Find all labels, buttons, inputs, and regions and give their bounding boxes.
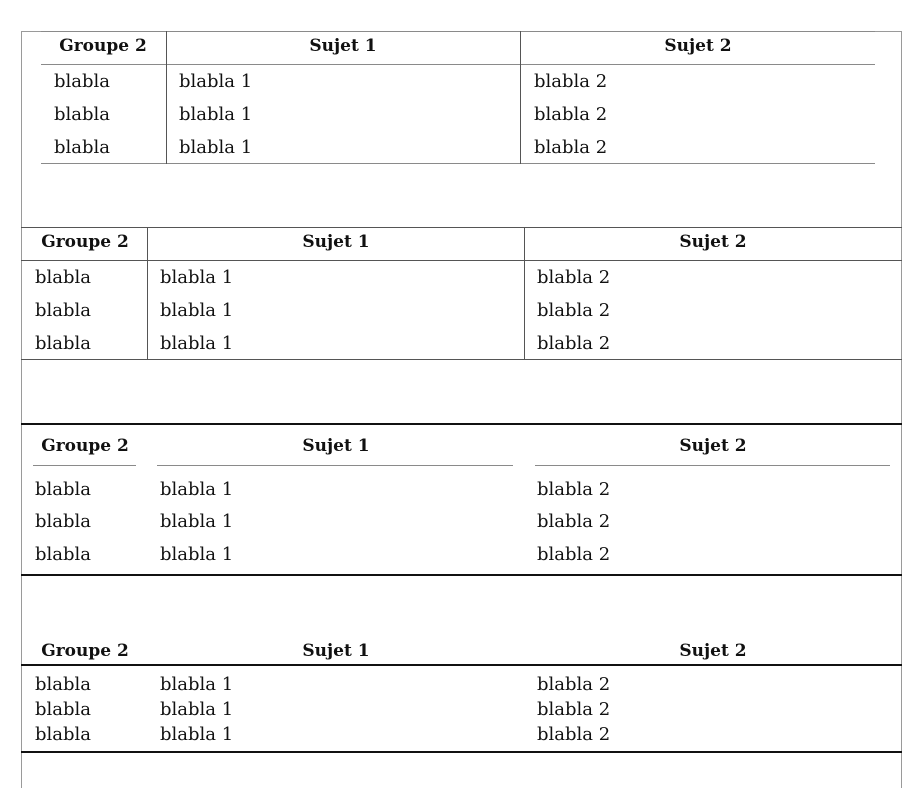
- table-cell: blabla 2: [534, 71, 608, 92]
- header-rule: [21, 260, 902, 261]
- header-groupe: Groupe 2: [41, 232, 129, 252]
- column-rule-sujet-2: [535, 465, 890, 466]
- table-cell: blabla 1: [160, 544, 234, 565]
- header-sujet-1: Sujet 1: [309, 36, 377, 56]
- table-cell: blabla 2: [537, 724, 611, 745]
- table-cell: blabla 2: [537, 300, 611, 321]
- header-sujet-1: Sujet 1: [302, 641, 370, 661]
- table-cell: blabla 2: [537, 544, 611, 565]
- table-cell: blabla 2: [537, 479, 611, 500]
- header-sujet-2: Sujet 2: [679, 641, 747, 661]
- table-cell: blabla: [35, 674, 92, 695]
- header-rule: [21, 664, 902, 666]
- table-cell: blabla 1: [160, 724, 234, 745]
- bottom-rule: [21, 751, 902, 753]
- table-cell: blabla 2: [537, 674, 611, 695]
- table-cell: blabla: [54, 71, 111, 92]
- header-sujet-2: Sujet 2: [679, 436, 747, 456]
- top-rule: [21, 227, 902, 228]
- table-cell: blabla: [35, 544, 92, 565]
- table-cell: blabla: [35, 724, 92, 745]
- table-cell: blabla 2: [534, 137, 608, 158]
- table-cell: blabla 1: [179, 71, 253, 92]
- table-cell: blabla 2: [537, 699, 611, 720]
- table-cell: blabla 1: [160, 267, 234, 288]
- table-cell: blabla: [54, 137, 111, 158]
- column-divider: [166, 31, 167, 164]
- table-cell: blabla 1: [160, 511, 234, 532]
- table-cell: blabla: [54, 104, 111, 125]
- header-groupe: Groupe 2: [59, 36, 147, 56]
- table-cell: blabla 2: [537, 267, 611, 288]
- header-sujet-1: Sujet 1: [302, 232, 370, 252]
- table-cell: blabla 1: [160, 300, 234, 321]
- table-cell: blabla 1: [160, 674, 234, 695]
- table-cell: blabla 1: [160, 699, 234, 720]
- column-rule-groupe: [33, 465, 136, 466]
- table-cell: blabla 1: [160, 479, 234, 500]
- top-rule: [21, 423, 902, 425]
- table-cell: blabla 2: [537, 333, 611, 354]
- column-rule-sujet-1: [157, 465, 513, 466]
- header-groupe: Groupe 2: [41, 436, 129, 456]
- page-frame: [21, 31, 902, 788]
- table-cell: blabla: [35, 699, 92, 720]
- table-cell: blabla: [35, 333, 92, 354]
- table-cell: blabla 2: [534, 104, 608, 125]
- column-divider: [524, 227, 525, 360]
- table-cell: blabla 2: [537, 511, 611, 532]
- header-groupe: Groupe 2: [41, 641, 129, 661]
- table-cell: blabla: [35, 267, 92, 288]
- table-cell: blabla 1: [179, 137, 253, 158]
- column-divider: [520, 31, 521, 164]
- header-sujet-1: Sujet 1: [302, 436, 370, 456]
- table-cell: blabla 1: [160, 333, 234, 354]
- table-cell: blabla 1: [179, 104, 253, 125]
- bottom-rule: [21, 359, 902, 360]
- table-cell: blabla: [35, 479, 92, 500]
- header-sujet-2: Sujet 2: [679, 232, 747, 252]
- bottom-rule: [21, 574, 902, 576]
- table-cell: blabla: [35, 511, 92, 532]
- header-sujet-2: Sujet 2: [664, 36, 732, 56]
- table-cell: blabla: [35, 300, 92, 321]
- column-divider: [147, 227, 148, 360]
